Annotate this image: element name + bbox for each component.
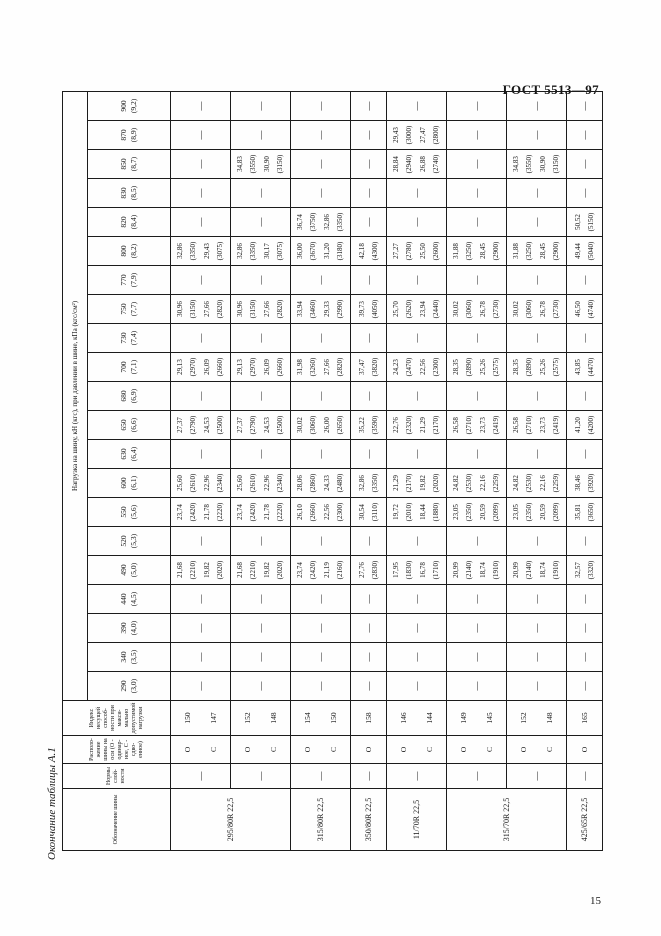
- empty-load-cell: —: [291, 121, 351, 150]
- tyre-designation-cell: 350/80R 22,5: [351, 789, 387, 851]
- axle-position-cell: О С: [231, 736, 291, 764]
- empty-load-cell: —: [567, 643, 603, 672]
- load-value-cell: 32,86 (3350) 29,43 (3075): [171, 237, 231, 266]
- empty-load-cell: —: [351, 440, 387, 469]
- load-value-cell: 27,37 (2790) 24,53 (2500): [231, 411, 291, 440]
- empty-load-cell: —: [231, 179, 291, 208]
- load-value-cell: 30,02 (3060) 26,00 (2650): [291, 411, 351, 440]
- pressure-column-header: 650 (6,6): [88, 411, 171, 440]
- empty-load-cell: —: [387, 643, 447, 672]
- tyre-designation-cell: 11/70R 22,5: [387, 789, 447, 851]
- load-index-cell: 149 145: [447, 701, 507, 736]
- empty-load-cell: —: [171, 614, 231, 643]
- empty-load-cell: —: [291, 672, 351, 701]
- load-value-cell: 36,74 (3750) 32,86 (3350): [291, 208, 351, 237]
- empty-load-cell: —: [231, 91, 291, 120]
- load-value-cell: 32,86 (3350) 30,17 (3075): [231, 237, 291, 266]
- ply-rating-cell: —: [447, 764, 507, 789]
- load-value-cell: 43,85 (4470): [567, 353, 603, 382]
- pressure-column-header: 550 (5,6): [88, 498, 171, 527]
- empty-load-cell: —: [231, 614, 291, 643]
- empty-load-cell: —: [507, 643, 567, 672]
- empty-load-cell: —: [447, 121, 507, 150]
- axle-position-cell: О: [351, 736, 387, 764]
- load-value-cell: 19,72 (2010) 18,44 (1880): [387, 498, 447, 527]
- empty-load-cell: —: [351, 121, 387, 150]
- ply-rating-cell: —: [351, 764, 387, 789]
- load-index-cell: 150 147: [171, 701, 231, 736]
- empty-load-cell: —: [507, 266, 567, 295]
- empty-load-cell: —: [567, 121, 603, 150]
- empty-load-cell: —: [231, 585, 291, 614]
- empty-load-cell: —: [171, 150, 231, 179]
- load-value-cell: 34,83 (3550) 30,90 (3150): [507, 150, 567, 179]
- load-value-cell: 31,88 (3250) 28,45 (2900): [507, 237, 567, 266]
- empty-load-cell: —: [387, 672, 447, 701]
- load-value-cell: 27,27 (2780) 25,50 (2600): [387, 237, 447, 266]
- load-value-cell: 32,86 (3350): [351, 469, 387, 498]
- empty-load-cell: —: [447, 179, 507, 208]
- pressure-column-header: 490 (5,0): [88, 556, 171, 585]
- load-value-cell: 21,68 (2210) 19,82 (2020): [171, 556, 231, 585]
- empty-load-cell: —: [447, 382, 507, 411]
- empty-load-cell: —: [567, 179, 603, 208]
- empty-load-cell: —: [387, 179, 447, 208]
- load-value-cell: 25,60 (2610) 22,96 (2340): [231, 469, 291, 498]
- empty-load-cell: —: [291, 643, 351, 672]
- header-load-index: Индекс несущей способности при максимально допустимой нагрузки: [63, 701, 171, 736]
- load-index-cell: 158: [351, 701, 387, 736]
- empty-load-cell: —: [351, 527, 387, 556]
- empty-load-cell: —: [171, 324, 231, 353]
- empty-load-cell: —: [351, 324, 387, 353]
- load-value-cell: 39,73 (4050): [351, 295, 387, 324]
- pressure-column-header: 870 (8,9): [88, 121, 171, 150]
- empty-load-cell: —: [291, 614, 351, 643]
- empty-load-cell: —: [567, 672, 603, 701]
- pressure-column-header: 820 (8,4): [88, 208, 171, 237]
- pressure-column-header: 700 (7,1): [88, 353, 171, 382]
- load-value-cell: 30,02 (3060) 26,78 (2730): [507, 295, 567, 324]
- empty-load-cell: —: [387, 266, 447, 295]
- empty-load-cell: —: [231, 266, 291, 295]
- header-axle-position: Расположение шины на оси (О - одинарное, С - сдвоенное): [63, 736, 171, 764]
- table-row: [447, 91, 507, 850]
- tyre-designation-cell: 315/80R 22,5: [291, 789, 351, 851]
- header-load-span: Нагрузка на шину, кН (кгс), при давлении в шине, кПа (кгс/см²): [63, 91, 88, 700]
- pressure-column-header: 900 (9,2): [88, 91, 171, 120]
- pressure-column-header: 830 (8,5): [88, 179, 171, 208]
- table-row: [507, 91, 567, 850]
- empty-load-cell: —: [231, 643, 291, 672]
- load-value-cell: 50,52 (5150): [567, 208, 603, 237]
- load-index-cell: 152 148: [507, 701, 567, 736]
- empty-load-cell: —: [447, 672, 507, 701]
- tyre-designation-cell: 425/65R 22,5: [567, 789, 603, 851]
- empty-load-cell: —: [351, 91, 387, 120]
- empty-load-cell: —: [387, 324, 447, 353]
- load-value-cell: 24,82 (2530) 22,16 (2259): [507, 469, 567, 498]
- table-row: [387, 91, 447, 850]
- load-value-cell: 21,68 (2210) 19,82 (2020): [231, 556, 291, 585]
- empty-load-cell: —: [291, 150, 351, 179]
- load-value-cell: 17,95 (1830) 16,78 (1710): [387, 556, 447, 585]
- load-value-cell: 23,74 (2420) 21,19 (2160): [291, 556, 351, 585]
- pressure-column-header: 800 (8,2): [88, 237, 171, 266]
- empty-load-cell: —: [507, 440, 567, 469]
- axle-position-cell: О С: [507, 736, 567, 764]
- load-index-cell: 152 148: [231, 701, 291, 736]
- empty-load-cell: —: [231, 440, 291, 469]
- empty-load-cell: —: [231, 382, 291, 411]
- pressure-column-header: 340 (3,5): [88, 643, 171, 672]
- empty-load-cell: —: [567, 440, 603, 469]
- axle-position-cell: О: [567, 736, 603, 764]
- empty-load-cell: —: [291, 382, 351, 411]
- load-value-cell: 26,58 (2710) 23,73 (2419): [447, 411, 507, 440]
- empty-load-cell: —: [567, 91, 603, 120]
- load-value-cell: 29,43 (3000) 27,47 (2800): [387, 121, 447, 150]
- load-value-cell: 30,02 (3060) 26,78 (2730): [447, 295, 507, 324]
- load-value-cell: 28,06 (2860) 24,33 (2480): [291, 469, 351, 498]
- empty-load-cell: —: [291, 91, 351, 120]
- load-value-cell: 30,54 (3110): [351, 498, 387, 527]
- pressure-column-header: 630 (6,4): [88, 440, 171, 469]
- pressure-column-header: 440 (4,5): [88, 585, 171, 614]
- table-row: [171, 91, 231, 850]
- empty-load-cell: —: [171, 643, 231, 672]
- tyre-designation-cell: 315/70R 22,5: [447, 789, 567, 851]
- empty-load-cell: —: [231, 208, 291, 237]
- header-designation: Обозначение шины: [63, 789, 171, 851]
- load-value-cell: 23,05 (2350) 20,59 (2099): [507, 498, 567, 527]
- empty-load-cell: —: [507, 324, 567, 353]
- empty-load-cell: —: [171, 121, 231, 150]
- empty-load-cell: —: [447, 91, 507, 120]
- table-row: [291, 91, 351, 850]
- empty-load-cell: —: [291, 179, 351, 208]
- load-value-cell: 32,57 (3320): [567, 556, 603, 585]
- standard-reference: ГОСТ 5513—97: [502, 82, 599, 97]
- load-value-cell: 31,88 (3250) 28,45 (2900): [447, 237, 507, 266]
- page-number: 15: [590, 895, 601, 907]
- load-value-cell: 26,10 (2660) 22,56 (2300): [291, 498, 351, 527]
- empty-load-cell: —: [351, 643, 387, 672]
- load-value-cell: 30,96 (3150) 27,66 (2820): [171, 295, 231, 324]
- empty-load-cell: —: [387, 208, 447, 237]
- empty-load-cell: —: [567, 614, 603, 643]
- empty-load-cell: —: [291, 527, 351, 556]
- empty-load-cell: —: [231, 121, 291, 150]
- empty-load-cell: —: [171, 672, 231, 701]
- empty-load-cell: —: [507, 527, 567, 556]
- load-value-cell: 35,81 (3650): [567, 498, 603, 527]
- empty-load-cell: —: [567, 324, 603, 353]
- pressure-column-header: 680 (6,9): [88, 382, 171, 411]
- load-value-cell: 29,13 (2970) 26,09 (2660): [171, 353, 231, 382]
- axle-position-cell: О С: [387, 736, 447, 764]
- pressure-column-header: 390 (4,0): [88, 614, 171, 643]
- empty-load-cell: —: [447, 208, 507, 237]
- empty-load-cell: —: [507, 91, 567, 120]
- load-value-cell: 35,22 (3590): [351, 411, 387, 440]
- empty-load-cell: —: [507, 121, 567, 150]
- load-value-cell: 23,05 (2350) 20,59 (2099): [447, 498, 507, 527]
- empty-load-cell: —: [171, 527, 231, 556]
- empty-load-cell: —: [507, 672, 567, 701]
- empty-load-cell: —: [231, 324, 291, 353]
- pressure-column-header: 730 (7,4): [88, 324, 171, 353]
- empty-load-cell: —: [507, 585, 567, 614]
- empty-load-cell: —: [171, 91, 231, 120]
- ply-rating-cell: —: [231, 764, 291, 789]
- load-value-cell: 28,35 (2890) 25,26 (2575): [447, 353, 507, 382]
- load-value-cell: 20,99 (2140) 18,74 (1910): [447, 556, 507, 585]
- load-index-cell: 154 150: [291, 701, 351, 736]
- pressure-column-header: 600 (6,1): [88, 469, 171, 498]
- load-value-cell: 23,74 (2420) 21,78 (2220): [231, 498, 291, 527]
- empty-load-cell: —: [351, 585, 387, 614]
- tyre-load-table: [62, 91, 603, 851]
- ply-rating-cell: —: [291, 764, 351, 789]
- empty-load-cell: —: [291, 266, 351, 295]
- table-caption: Окончание таблицы А.1: [46, 747, 58, 860]
- pressure-column-header: 770 (7,9): [88, 266, 171, 295]
- empty-load-cell: —: [567, 527, 603, 556]
- empty-load-cell: —: [507, 614, 567, 643]
- empty-load-cell: —: [507, 179, 567, 208]
- empty-load-cell: —: [387, 440, 447, 469]
- load-value-cell: 26,58 (2710) 23,73 (2419): [507, 411, 567, 440]
- empty-load-cell: —: [387, 382, 447, 411]
- load-value-cell: 21,29 (2170) 19,82 (2020): [387, 469, 447, 498]
- load-index-cell: 146 144: [387, 701, 447, 736]
- load-value-cell: 24,23 (2470) 22,56 (2300): [387, 353, 447, 382]
- empty-load-cell: —: [567, 585, 603, 614]
- empty-load-cell: —: [351, 672, 387, 701]
- pressure-column-header: 520 (5,3): [88, 527, 171, 556]
- empty-load-cell: —: [351, 150, 387, 179]
- load-value-cell: 28,84 (2940) 26,88 (2740): [387, 150, 447, 179]
- empty-load-cell: —: [447, 527, 507, 556]
- empty-load-cell: —: [171, 179, 231, 208]
- ply-rating-cell: —: [171, 764, 231, 789]
- empty-load-cell: —: [171, 266, 231, 295]
- load-table-rotated: [62, 92, 600, 851]
- pressure-column-header: 290 (3,0): [88, 672, 171, 701]
- axle-position-cell: О С: [171, 736, 231, 764]
- load-value-cell: 20,99 (2140) 18,74 (1910): [507, 556, 567, 585]
- empty-load-cell: —: [447, 266, 507, 295]
- load-value-cell: 34,83 (3550) 30,90 (3150): [231, 150, 291, 179]
- load-value-cell: 24,82 (2530) 22,16 (2259): [447, 469, 507, 498]
- axle-position-cell: О С: [291, 736, 351, 764]
- ply-rating-cell: —: [387, 764, 447, 789]
- table-row: [351, 91, 387, 850]
- empty-load-cell: —: [567, 150, 603, 179]
- load-value-cell: 31,98 (3260) 27,66 (2820): [291, 353, 351, 382]
- empty-load-cell: —: [291, 440, 351, 469]
- empty-load-cell: —: [171, 382, 231, 411]
- load-value-cell: 28,35 (2890) 25,26 (2575): [507, 353, 567, 382]
- empty-load-cell: —: [291, 324, 351, 353]
- empty-load-cell: —: [351, 208, 387, 237]
- load-value-cell: 36,00 (3670) 31,20 (3180): [291, 237, 351, 266]
- empty-load-cell: —: [351, 382, 387, 411]
- empty-load-cell: —: [447, 324, 507, 353]
- empty-load-cell: —: [171, 440, 231, 469]
- table-row: [567, 91, 603, 850]
- empty-load-cell: —: [351, 179, 387, 208]
- empty-load-cell: —: [351, 266, 387, 295]
- empty-load-cell: —: [447, 643, 507, 672]
- load-value-cell: 27,76 (2830): [351, 556, 387, 585]
- load-value-cell: 42,18 (4300): [351, 237, 387, 266]
- empty-load-cell: —: [231, 672, 291, 701]
- empty-load-cell: —: [171, 208, 231, 237]
- load-value-cell: 38,46 (3920): [567, 469, 603, 498]
- load-value-cell: 46,50 (4740): [567, 295, 603, 324]
- empty-load-cell: —: [387, 614, 447, 643]
- load-value-cell: 25,70 (2620) 23,94 (2440): [387, 295, 447, 324]
- load-value-cell: 25,60 (2610) 22,96 (2340): [171, 469, 231, 498]
- pressure-column-header: 750 (7,7): [88, 295, 171, 324]
- load-value-cell: 30,96 (3150) 27,66 (2820): [231, 295, 291, 324]
- empty-load-cell: —: [351, 614, 387, 643]
- load-value-cell: 33,94 (3460) 29,33 (2990): [291, 295, 351, 324]
- rotated-table-area: [62, 92, 600, 851]
- header-ply-rating: Нормы слойности: [63, 764, 171, 789]
- load-value-cell: 49,44 (5040): [567, 237, 603, 266]
- empty-load-cell: —: [231, 527, 291, 556]
- ply-rating-cell: —: [567, 764, 603, 789]
- axle-position-cell: О С: [447, 736, 507, 764]
- empty-load-cell: —: [447, 440, 507, 469]
- ply-rating-cell: —: [507, 764, 567, 789]
- table-row: [231, 91, 291, 850]
- load-value-cell: 37,47 (3820): [351, 353, 387, 382]
- load-value-cell: 22,76 (2320) 21,29 (2170): [387, 411, 447, 440]
- tyre-designation-cell: 295/80R 22,5: [171, 789, 291, 851]
- empty-load-cell: —: [387, 527, 447, 556]
- empty-load-cell: —: [387, 585, 447, 614]
- empty-load-cell: —: [447, 585, 507, 614]
- load-value-cell: 41,20 (4200): [567, 411, 603, 440]
- pressure-column-header: 850 (8,7): [88, 150, 171, 179]
- load-value-cell: 29,13 (2970) 26,09 (2660): [231, 353, 291, 382]
- empty-load-cell: —: [507, 382, 567, 411]
- empty-load-cell: —: [387, 91, 447, 120]
- load-index-cell: 165: [567, 701, 603, 736]
- empty-load-cell: —: [291, 585, 351, 614]
- empty-load-cell: —: [447, 150, 507, 179]
- empty-load-cell: —: [567, 382, 603, 411]
- empty-load-cell: —: [507, 208, 567, 237]
- load-value-cell: 27,37 (2790) 24,53 (2500): [171, 411, 231, 440]
- empty-load-cell: —: [567, 266, 603, 295]
- empty-load-cell: —: [447, 614, 507, 643]
- load-value-cell: 23,74 (2420) 21,78 (2220): [171, 498, 231, 527]
- empty-load-cell: —: [171, 585, 231, 614]
